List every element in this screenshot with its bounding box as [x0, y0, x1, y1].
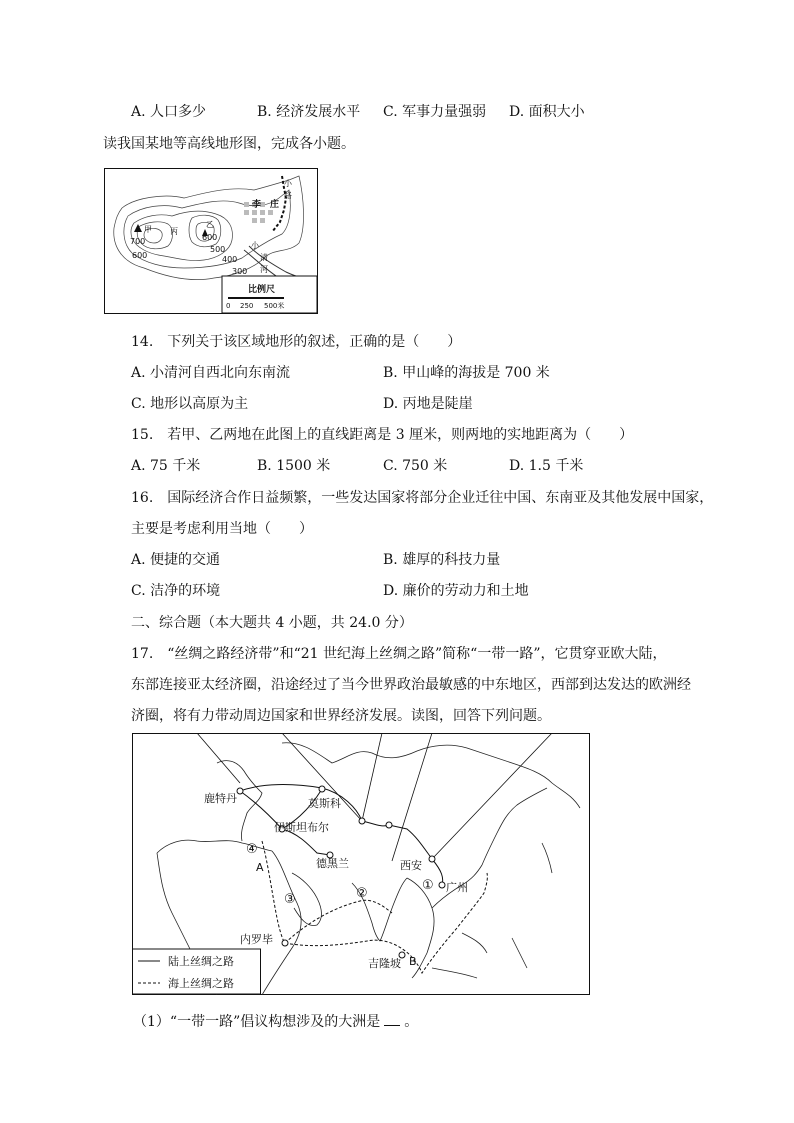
label-num-2: ②: [356, 886, 368, 901]
section-2-heading: 二、综合题（本大题共 4 小题，共 24.0 分）: [131, 615, 413, 631]
elev-400: 400: [222, 255, 238, 264]
label-a: A: [256, 861, 264, 874]
q16-option-d: D. 廉价的劳动力和土地: [383, 583, 529, 599]
label-tehran: 德黑兰: [316, 857, 349, 870]
city-guangzhou-marker: [439, 882, 445, 888]
contour-intro: 读我国某地等高线地形图，完成各小题。: [103, 136, 355, 152]
road-char-2: 路: [284, 191, 292, 200]
q13-option-d: D. 面积大小: [509, 104, 585, 120]
label-village: 李 庄: [252, 200, 280, 210]
city-waypoint-2-marker: [386, 822, 392, 828]
q14-stem: 14. 下列关于该区域地形的叙述，正确的是（ ）: [131, 334, 462, 350]
label-rotterdam: 鹿特丹: [204, 792, 237, 805]
q15-stem: 15. 若甲、乙两地在此图上的直线距离是 3 厘米，则两地的实地距离为（ ）: [131, 427, 634, 443]
answer-blank[interactable]: [384, 1025, 400, 1026]
q17-line3: 济圈，将有力带动周边国家和世界经济发展。读图，回答下列问题。: [131, 708, 551, 724]
q17-sub1-prefix: （1）“一带一路”倡议构想涉及的大洲是: [133, 1014, 381, 1030]
label-num-1: ①: [422, 878, 434, 893]
q17-line2: 东部连接亚太经济圈，沿途经过了当今世界政治最敏感的中东地区，西部到达发达的欧洲经: [131, 677, 691, 693]
q15-option-b: B. 1500 米: [257, 458, 331, 474]
city-waypoint-1-marker: [359, 818, 365, 824]
silk-road-map: [132, 733, 590, 995]
label-yi: 乙: [206, 220, 214, 229]
q14-option-b: B. 甲山峰的海拔是 700 米: [383, 365, 550, 381]
elev-500: 500: [210, 245, 226, 254]
label-kuala-lumpur: 吉隆坡: [368, 957, 401, 970]
label-xian: 西安: [400, 859, 422, 872]
label-num-3: ③: [284, 892, 296, 907]
q13-option-c: C. 军事力量强弱: [383, 104, 487, 120]
river-char-1: 小: [251, 241, 259, 250]
q16-stem-line2: 主要是考虑利用当地（ ）: [131, 521, 313, 537]
q16-option-c: C. 洁净的环境: [131, 583, 221, 599]
q14-option-c: C. 地形以高原为主: [131, 396, 249, 412]
q15-option-c: C. 750 米: [383, 458, 448, 474]
contour-map: [104, 168, 318, 314]
scale-title: 比例尺: [248, 285, 276, 295]
q16-stem-line1: 16. 国际经济合作日益频繁，一些发达国家将部分企业迁往中国、东南亚及其他发展中国家，: [131, 490, 714, 506]
label-istanbul: 伊斯坦布尔: [274, 821, 329, 834]
q16-option-a: A. 便捷的交通: [131, 552, 221, 568]
elev-700: 700: [130, 237, 146, 246]
city-rotterdam-marker: [237, 788, 243, 794]
scale-250: 250: [240, 302, 254, 310]
label-jia: 甲: [144, 225, 152, 234]
q17-sub1-suffix: 。: [404, 1014, 419, 1030]
elev-300: 300: [232, 267, 248, 276]
q15-option-a: A. 75 千米: [131, 458, 201, 474]
elev-600b: 600: [202, 233, 218, 242]
scale-0: 0: [226, 302, 231, 310]
q14-option-d: D. 丙地是陡崖: [383, 396, 473, 412]
label-guangzhou: 广州: [446, 881, 468, 894]
elev-600a: 600: [132, 251, 148, 260]
label-moscow: 莫斯科: [308, 797, 341, 810]
q16-option-b: B. 雄厚的科技力量: [383, 552, 501, 568]
q15-option-d: D. 1.5 千米: [509, 458, 584, 474]
label-bing: 丙: [170, 227, 178, 236]
q17-line1: 17. “丝绸之路经济带”和“21 世纪海上丝绸之路”简称“一带一路”，它贯穿亚欧大陆，: [131, 646, 667, 662]
scale-500: 500米: [264, 302, 285, 310]
q14-option-a: A. 小清河自西北向东南流: [131, 365, 291, 381]
river-char-2: 清: [260, 253, 268, 262]
city-xian-marker: [429, 856, 435, 862]
legend-land-label: 陆上丝绸之路: [168, 955, 234, 968]
label-num-4: ④: [246, 842, 258, 857]
q13-option-a: A. 人口多少: [131, 104, 207, 120]
city-moscow-marker: [319, 786, 325, 792]
city-nairobi-marker: [282, 940, 288, 946]
label-b: B: [409, 955, 417, 968]
label-nairobi: 内罗毕: [240, 933, 273, 946]
road-char-1: 小: [284, 179, 292, 188]
legend-sea-label: 海上丝绸之路: [168, 977, 234, 990]
q13-option-b: B. 经济发展水平: [257, 104, 361, 120]
q17-sub1: [133, 1013, 418, 1031]
river-char-3: 河: [260, 265, 268, 274]
